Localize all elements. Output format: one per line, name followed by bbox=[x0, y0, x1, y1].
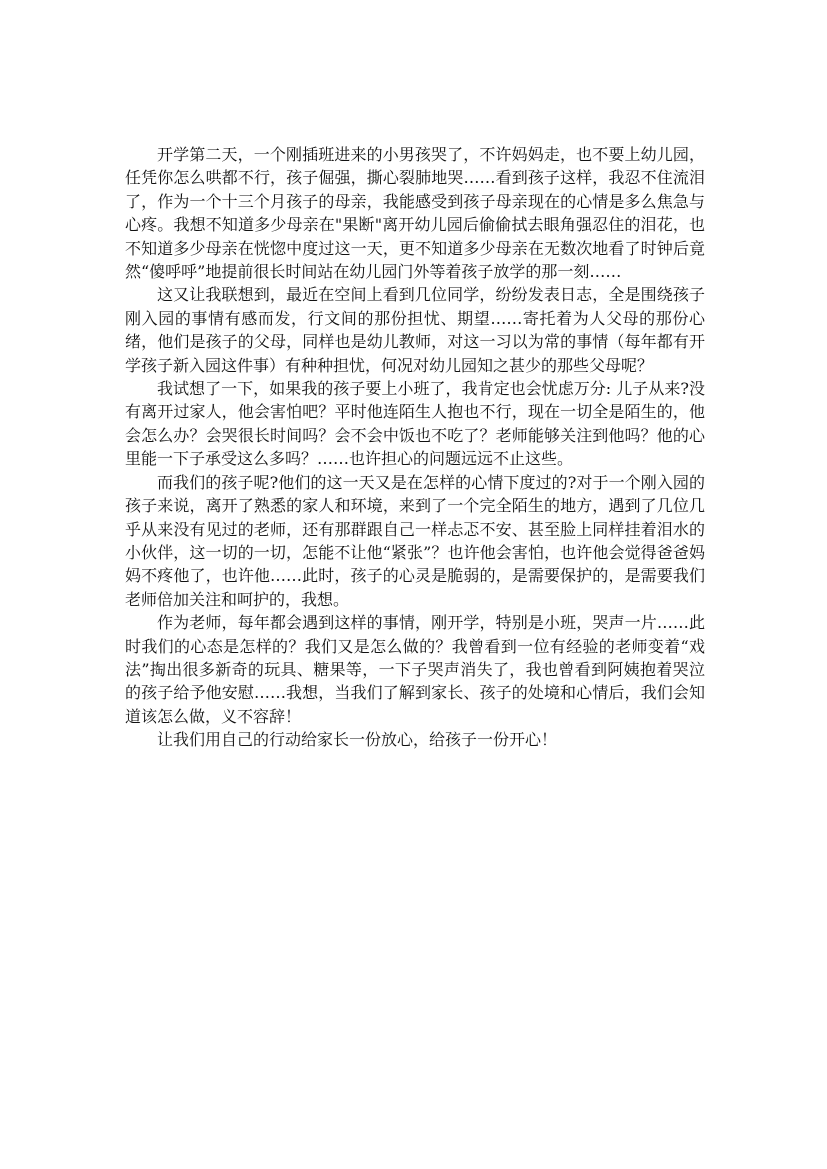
paragraph-1: 开学第二天，一个刚插班进来的小男孩哭了，不许妈妈走，也不要上幼儿园，任凭你怎么哄都不行，孩子倔强，撕心裂肺地哭……看到孩子这样，我忍不住流泪了，作为一个十三个月孩子的母亲，我能感受到孩子母亲现在的心情是多么焦急与心疼。我想不知道多少母亲在"果断"离开幼儿园后偷偷拭去眼角强忍住的泪花，也不知道多少母亲在恍惚中度过这一天，更不知道多少母亲在无数次地看了时钟后竟然“傻呼呼”地提前很长时间站在幼儿园门外等着孩子放学的那一刻…… bbox=[125, 145, 705, 282]
paragraph-3: 我试想了一下，如果我的孩子要上小班了，我肯定也会忧虑万分: 儿子从来?没有离开过家人，他会害怕吧？平时他连陌生人抱也不行，现在一切全是陌生的，他会怎么办？会哭很长时间吗？会不会中饭也不吃了？老师能够关注到他吗？他的心里能一下子承受这么多吗？……也许担心的问题远远不止这些。 bbox=[125, 379, 705, 469]
paragraph-6: 让我们用自己的行动给家长一份放心，给孩子一份开心！ bbox=[157, 730, 558, 750]
paragraph-4: 而我们的孩子呢?他们的这一天又是在怎样的心情下度过的?对于一个刚入园的孩子来说，离开了熟悉的家人和环境，来到了一个完全陌生的地方，遇到了几位几乎从来没有见过的老师，还有那群跟自己一样忐忑不安、甚至脸上同样挂着泪水的小伙伴，这一切的一切，怎能不让他“紧张”？也许他会害怕，也许他会觉得爸爸妈妈不疼他了，也许他……此时，孩子的心灵是脆弱的，是需要保护的，是需要我们老师倍加关注和呵护的，我想。 bbox=[125, 472, 705, 609]
paragraph-2: 这又让我联想到，最近在空间上看到几位同学，纷纷发表日志，全是围绕孩子刚入园的事情有感而发，行文间的那份担忧、期望……寄托着为人父母的那份心绪，他们是孩子的父母，同样也是幼儿教师，对这一习以为常的事情（每年都有开学孩子新入园这件事）有种种担忧，何况对幼儿园知之甚少的那些父母呢？ bbox=[125, 285, 705, 375]
paragraph-5: 作为老师，每年都会遇到这样的事情，刚开学，特别是小班，哭声一片……此时我们的心态是怎样的？我们又是怎么做的？我曾看到一位有经验的老师变着“戏法”掏出很多新奇的玩具、糖果等，一下子哭声消失了，我也曾看到阿姨抱着哭泣的孩子给予他安慰……我想，当我们了解到家长、孩子的处境和心情后，我们会知道该怎么做，义不容辞！ bbox=[125, 613, 705, 726]
article-body bbox=[125, 143, 705, 752]
